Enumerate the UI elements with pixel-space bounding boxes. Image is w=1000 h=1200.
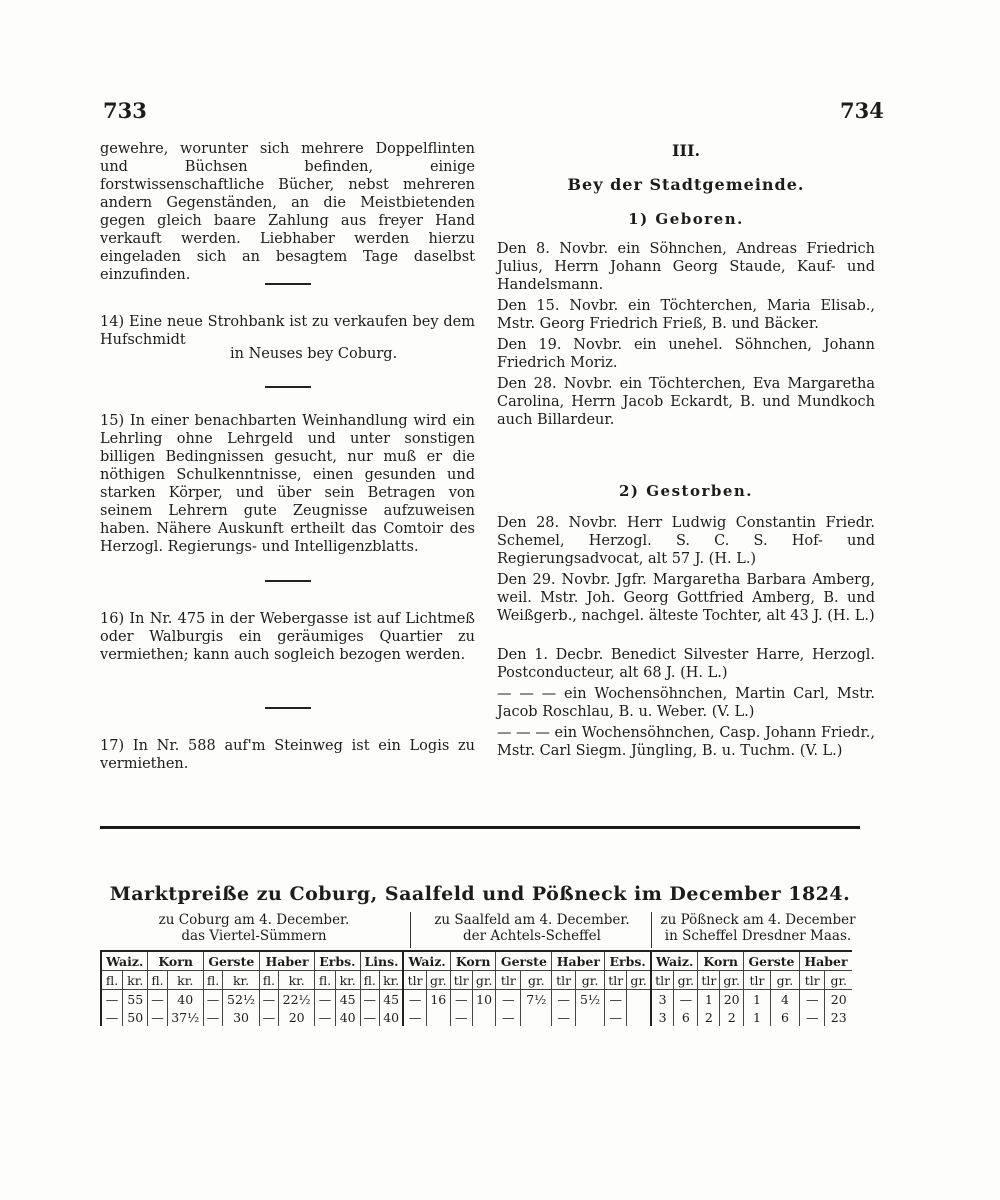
ad-17-logis: 17) In Nr. 588 auf'm Steinweg ist ein Logis zu vermiethen. [100, 738, 475, 772]
birth-entry: Den 8. Novbr. ein Söhnchen, Andreas Friedrich Julius, Herrn Johann Georg Staude, Kauf- und Handelsmann. [497, 241, 875, 293]
price-cell: 3 [651, 1008, 674, 1026]
location-measure: der Achtels-Scheffel [463, 928, 601, 944]
death-entry: Den 28. Novbr. Herr Ludwig Constantin Friedr. Schemel, Herzogl. S. C. S. Hof- und Regierungsadvocat, alt 57 J. (H. L.) [497, 515, 875, 567]
unit-header-cell: fl. [148, 971, 167, 990]
price-cell: 1 [744, 990, 771, 1009]
price-cell: — [799, 990, 824, 1009]
price-cell [627, 990, 651, 1009]
grain-column-header: Waiz. [403, 951, 450, 971]
unit-header-cell: fl. [259, 971, 278, 990]
price-cell: 55 [123, 990, 148, 1009]
price-cell: — [148, 990, 167, 1009]
unit-header-cell: kr. [335, 971, 360, 990]
unit-header-cell: gr. [720, 971, 744, 990]
price-cell [575, 1008, 604, 1026]
unit-header-cell: tlr [744, 971, 771, 990]
price-cell: — [203, 990, 222, 1009]
price-cell: 40 [379, 1008, 403, 1026]
unit-header-cell: gr. [770, 971, 799, 990]
unit-header-cell: tlr [605, 971, 627, 990]
price-cell: 30 [223, 1008, 260, 1026]
price-cell: — [360, 990, 379, 1009]
divider [265, 580, 311, 582]
unit-header-cell: gr. [472, 971, 496, 990]
section-rule [100, 826, 860, 829]
price-cell: 10 [472, 990, 496, 1009]
grain-column-header: Erbs. [605, 951, 651, 971]
location-header-coburg [100, 912, 408, 944]
price-cell: 37½ [167, 1008, 203, 1026]
location-name: zu Saalfeld am 4. December. [434, 912, 630, 928]
price-cell: 5½ [575, 990, 604, 1009]
unit-header-cell: gr. [575, 971, 604, 990]
unit-header-cell: gr. [825, 971, 852, 990]
price-cell [426, 1008, 450, 1026]
grain-column-header: Korn [450, 951, 496, 971]
grain-column-header: Gerste [496, 951, 552, 971]
price-cell: — [203, 1008, 222, 1026]
unit-header-cell: tlr [496, 971, 521, 990]
price-cell: — [259, 1008, 278, 1026]
price-cell: — [552, 1008, 575, 1026]
divider [265, 283, 311, 285]
ad-14-place: in Neuses bey Coburg. [230, 346, 398, 362]
unit-header-cell: kr. [279, 971, 315, 990]
column-separator [651, 912, 652, 948]
unit-header-cell: fl. [360, 971, 379, 990]
section-numeral: III. [671, 141, 701, 160]
price-cell: — [101, 990, 123, 1009]
price-cell: — [315, 990, 335, 1009]
location-measure: das Viertel-Sümmern [181, 928, 327, 944]
location-measure: in Scheffel Dresdner Maas. [664, 928, 852, 944]
price-cell: 6 [674, 1008, 698, 1026]
price-cell: 22½ [279, 990, 315, 1009]
page-number-left: 733 [103, 98, 147, 123]
price-cell [472, 1008, 496, 1026]
unit-header-cell: gr. [426, 971, 450, 990]
unit-header-cell: gr. [521, 971, 552, 990]
page-number-right: 734 [840, 98, 884, 123]
unit-header-cell: kr. [379, 971, 403, 990]
price-cell: — [403, 1008, 426, 1026]
price-cell: 52½ [223, 990, 260, 1009]
ad-auction-continuation: gewehre, worunter sich mehrere Doppelflinten und Büchsen befinden, einige forstwissenschaftliche Bücher, nebst mehreren andern Gegenständen, an die Meistbietenden gegen gleich baare Zahlung aus freyer Hand verkauft werden. Liebhaber werden hierzu eingeladen sich an besagtem Tage daselbst einzufinden. [100, 141, 475, 283]
price-cell: 40 [167, 990, 203, 1009]
divider [265, 386, 311, 388]
price-cell: — [605, 990, 627, 1009]
unit-header-cell: kr. [223, 971, 260, 990]
unit-header-cell: gr. [674, 971, 698, 990]
price-cell: 45 [379, 990, 403, 1009]
price-cell: 2 [698, 1008, 720, 1026]
price-cell: 3 [651, 990, 674, 1009]
price-cell: 2 [720, 1008, 744, 1026]
price-cell: — [605, 1008, 627, 1026]
column-separator [410, 912, 411, 948]
price-cell: — [799, 1008, 824, 1026]
ad-15-lehrling: 15) In einer benachbarten Weinhandlung wird ein Lehrling ohne Lehrgeld und unter sonstigen billigen Bedingnissen gesucht, nur muß er die nöthigen Schulkenntnisse, einen gesunden und starken Körper, und über sein Betragen von seinem Lehrern gute Zeugnisse aufzuweisen haben. Nähere Auskunft ertheilt das Comtoir des Herzogl. Regierungs- und Intelligenzblatts. [100, 413, 475, 555]
price-cell [521, 1008, 552, 1026]
price-cell: — [360, 1008, 379, 1026]
price-cell: 50 [123, 1008, 148, 1026]
location-header-poessneck [653, 912, 863, 944]
table-group-header-row [101, 951, 852, 971]
ad-16-quartier: 16) In Nr. 475 in der Webergasse ist auf Lichtmeß oder Walburgis ein geräumiges Quartier zu vermiethen; kann auch sogleich bezogen werden. [100, 611, 475, 663]
grain-column-header: Waiz. [101, 951, 148, 971]
unit-header-cell: fl. [101, 971, 123, 990]
price-cell: — [450, 1008, 472, 1026]
section-title: Bey der Stadtgemeinde. [567, 175, 805, 194]
price-cell: — [403, 990, 426, 1009]
price-cell: — [450, 990, 472, 1009]
price-cell: — [148, 1008, 167, 1026]
table-row [101, 990, 852, 1009]
unit-header-cell: tlr [698, 971, 720, 990]
unit-header-cell: tlr [552, 971, 575, 990]
birth-entry: Den 28. Novbr. ein Töchterchen, Eva Margaretha Carolina, Herrn Jacob Eckardt, B. und Mundkoch auch Billardeur. [497, 376, 875, 428]
grain-column-header: Erbs. [315, 951, 360, 971]
price-cell: — [259, 990, 278, 1009]
unit-header-cell: kr. [167, 971, 203, 990]
grain-column-header: Waiz. [651, 951, 698, 971]
price-cell: 23 [825, 1008, 852, 1026]
ad-14-strohbank: 14) Eine neue Strohbank ist zu verkaufen bey dem Hufschmidt [100, 314, 475, 348]
location-name: zu Coburg am 4. December. [158, 912, 350, 928]
grain-column-header: Lins. [360, 951, 403, 971]
price-cell: 20 [720, 990, 744, 1009]
grain-column-header: Korn [148, 951, 203, 971]
unit-header-cell: tlr [799, 971, 824, 990]
grain-column-header: Korn [698, 951, 744, 971]
grain-column-header: Haber [799, 951, 852, 971]
price-cell: 1 [744, 1008, 771, 1026]
grain-column-header: Gerste [744, 951, 800, 971]
market-price-table [100, 950, 852, 1026]
location-name: zu Pößneck am 4. December [660, 912, 856, 928]
births-heading: 1) Geboren. [628, 210, 744, 228]
location-header-saalfeld [413, 912, 651, 944]
price-cell: — [674, 990, 698, 1009]
price-cell: 1 [698, 990, 720, 1009]
unit-header-cell: gr. [627, 971, 651, 990]
price-cell: 6 [770, 1008, 799, 1026]
grain-column-header: Haber [552, 951, 605, 971]
table-unit-header-row [101, 971, 852, 990]
price-cell: 16 [426, 990, 450, 1009]
market-prices-title: Marktpreiße zu Coburg, Saalfeld und Pößneck im December 1824. [109, 883, 851, 905]
death-entry: — — — ein Wochensöhnchen, Casp. Johann Friedr., Mstr. Carl Siegm. Jüngling, B. u. Tuchm. (V. L.) [497, 725, 875, 759]
grain-column-header: Gerste [203, 951, 259, 971]
unit-header-cell: fl. [203, 971, 222, 990]
price-cell: — [315, 1008, 335, 1026]
price-cell: 40 [335, 1008, 360, 1026]
price-cell: 4 [770, 990, 799, 1009]
deaths-heading: 2) Gestorben. [618, 482, 754, 500]
death-entry: Den 29. Novbr. Jgfr. Margaretha Barbara Amberg, weil. Mstr. Joh. Georg Gottfried Amberg, B. und Weißgerb., nachgel. älteste Tochter, alt 43 J. (H. L.) [497, 572, 875, 624]
price-cell: 20 [279, 1008, 315, 1026]
death-entry: Den 1. Decbr. Benedict Silvester Harre, Herzogl. Postconducteur, alt 68 J. (H. L.) [497, 647, 875, 681]
price-cell: 20 [825, 990, 852, 1009]
price-cell: 45 [335, 990, 360, 1009]
unit-header-cell: tlr [450, 971, 472, 990]
unit-header-cell: kr. [123, 971, 148, 990]
price-cell: — [552, 990, 575, 1009]
price-cell: — [101, 1008, 123, 1026]
birth-entry: Den 19. Novbr. ein unehel. Söhnchen, Johann Friedrich Moriz. [497, 337, 875, 371]
birth-entry: Den 15. Novbr. ein Töchterchen, Maria Elisab., Mstr. Georg Friedrich Frieß, B. und Bäcker. [497, 298, 875, 332]
price-cell: — [496, 990, 521, 1009]
unit-header-cell: fl. [315, 971, 335, 990]
unit-header-cell: tlr [651, 971, 674, 990]
price-cell [627, 1008, 651, 1026]
price-cell: — [496, 1008, 521, 1026]
table-row [101, 1008, 852, 1026]
unit-header-cell: tlr [403, 971, 426, 990]
divider [265, 707, 311, 709]
price-cell: 7½ [521, 990, 552, 1009]
death-entry: — — — ein Wochensöhnchen, Martin Carl, Mstr. Jacob Roschlau, B. u. Weber. (V. L.) [497, 686, 875, 720]
grain-column-header: Haber [259, 951, 314, 971]
